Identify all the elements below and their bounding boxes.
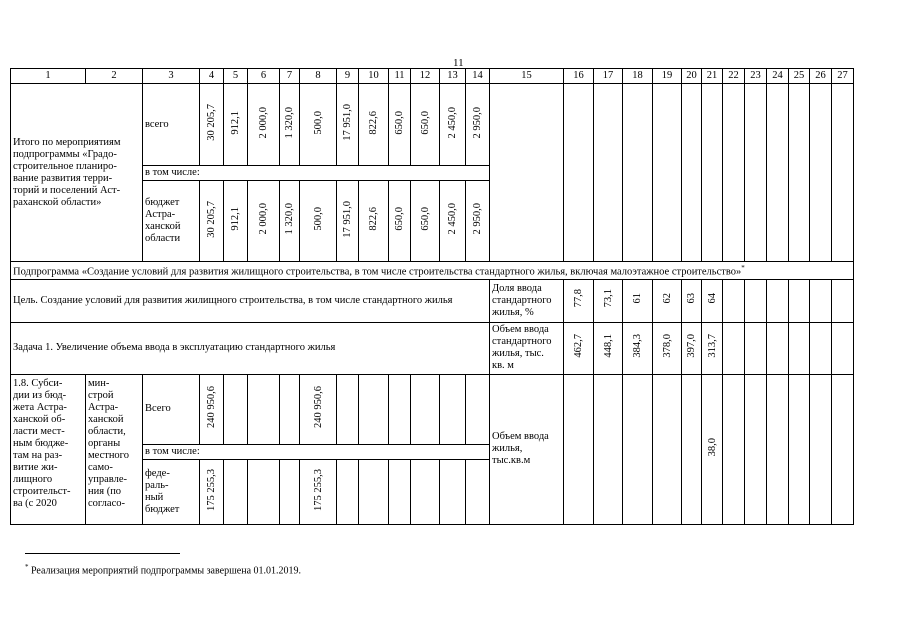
goal-value: 62 (661, 293, 673, 304)
total-value: 2 950,0 (472, 106, 483, 139)
column-number: 4 (200, 69, 224, 84)
budget-value: 30 205,7 (206, 200, 217, 238)
footnote (25, 563, 301, 576)
column-number: 20 (682, 69, 702, 84)
total-value: 17 951,0 (342, 104, 353, 141)
column-number: 9 (337, 69, 359, 84)
budget-value: 650,0 (394, 207, 405, 231)
measure-total-row (11, 374, 854, 444)
total-value: 822,6 (368, 110, 379, 135)
goal-value: 73,1 (602, 289, 614, 308)
column-number: 3 (143, 69, 200, 84)
column-number: 27 (832, 69, 854, 84)
column-number: 1 (11, 69, 86, 84)
including-label: в том числе: (143, 166, 490, 181)
column-number: 24 (767, 69, 789, 84)
column-number: 14 (466, 69, 490, 84)
goal-value: 64 (706, 293, 718, 304)
column-number: 17 (594, 69, 623, 84)
measure-indicator: Объем ввода жилья, тыс.кв.м (490, 374, 564, 524)
budget-value: 2 950,0 (472, 203, 483, 235)
column-number: 6 (248, 69, 280, 84)
measure-fed-label: феде- раль- ный бюджет (143, 459, 200, 524)
column-number: 26 (810, 69, 832, 84)
budget-value: 2 450,0 (447, 203, 458, 235)
footnote-mark: * (25, 563, 29, 571)
task-value: 462,7 (573, 334, 584, 358)
goal-row (11, 279, 854, 322)
budget-value: 2 000,0 (258, 203, 269, 235)
column-number: 25 (789, 69, 810, 84)
column-number: 2 (86, 69, 143, 84)
goal-indicator: Доля ввода стандартного жилья, % (490, 279, 564, 322)
budget-value: 17 951,0 (342, 200, 353, 238)
task-text: Задача 1. Увеличение объема ввода в эксплуатацию стандартного жилья (11, 322, 490, 374)
total-value: 1 320,0 (284, 106, 295, 139)
task-value: 384,3 (632, 334, 643, 358)
budget-value: 650,0 (419, 207, 431, 231)
goal-value: 63 (686, 293, 697, 304)
goal-value: 61 (632, 293, 643, 304)
task-indicator: Объем ввода стандартного жилья, тыс. кв. м (490, 322, 564, 374)
footnote-text: Реализация мероприятий подпрограммы завершена 01.01.2019. (31, 565, 302, 577)
total-value: 500,0 (312, 110, 324, 135)
task-value: 448,1 (602, 334, 614, 358)
total-value: 912,1 (230, 110, 241, 135)
footnote-divider (25, 553, 180, 554)
program-table (10, 68, 854, 525)
total-value: 650,0 (419, 110, 431, 135)
task-value: 397,0 (686, 334, 697, 358)
measure-total-value: 240 950,6 (312, 386, 324, 428)
column-number: 16 (564, 69, 594, 84)
measure-including-label: в том числе: (143, 444, 490, 459)
total-value: 30 205,7 (206, 104, 217, 141)
column-number: 15 (490, 69, 564, 84)
total-label: всего (143, 84, 200, 166)
total-block-name: Итого по мероприятиям подпрограммы «Градо- строительное планиро- вание развития терри- торий и поселений Аст- раханской области» (11, 84, 143, 262)
measure-fed-value: 175 255,3 (312, 468, 324, 511)
budget-value: 1 320,0 (284, 203, 295, 235)
measure-fed-value: 175 255,3 (206, 468, 217, 511)
column-number: 22 (723, 69, 745, 84)
column-number: 11 (389, 69, 411, 84)
task-value: 378,0 (661, 334, 673, 358)
measure-total-label: Всего (143, 374, 200, 444)
column-number: 18 (623, 69, 653, 84)
column-number: 21 (702, 69, 723, 84)
column-number: 10 (359, 69, 389, 84)
page-number: 11 (453, 57, 464, 69)
column-number: 5 (224, 69, 248, 84)
column-number: 12 (411, 69, 440, 84)
measure-indicator-value: 38,0 (706, 437, 718, 457)
column-number: 8 (300, 69, 337, 84)
column-number-row (11, 69, 854, 84)
task-value: 313,7 (706, 334, 718, 358)
column-number: 13 (440, 69, 466, 84)
footnote-mark: * (741, 264, 745, 272)
budget-value: 912,1 (230, 207, 241, 231)
budget-value: 822,6 (368, 207, 379, 231)
subprogram-title: Подпрограмма «Создание условий для развития жилищного строительства, в том числе строительства стандартного жилья, включая малоэтажное строительство»* (11, 262, 854, 280)
total-row (11, 84, 854, 166)
goal-text: Цель. Создание условий для развития жилищного строительства, в том числе стандартного жилья (11, 279, 490, 322)
goal-value: 77,8 (573, 289, 584, 308)
subprogram-row (11, 262, 854, 280)
column-number: 7 (280, 69, 300, 84)
total-value: 2 450,0 (447, 106, 458, 139)
total-value: 2 000,0 (258, 106, 269, 139)
budget-label: бюджет Астра- ханской области (143, 181, 200, 262)
column-number: 23 (745, 69, 767, 84)
column-number: 19 (653, 69, 682, 84)
measure-name: 1.8. Субси- дии из бюд- жета Астра- ханской об- ласти мест- ным бюдже- там на раз- витие жи- лищного строительст- ва (с 2020 (11, 374, 86, 524)
measure-executor: мин- строй Астра- ханской области, органы местного само- управле- ния (по согласо- (86, 374, 143, 524)
total-value: 650,0 (394, 110, 405, 135)
budget-value: 500,0 (312, 207, 324, 231)
measure-total-value: 240 950,6 (206, 386, 217, 428)
task-row (11, 322, 854, 374)
